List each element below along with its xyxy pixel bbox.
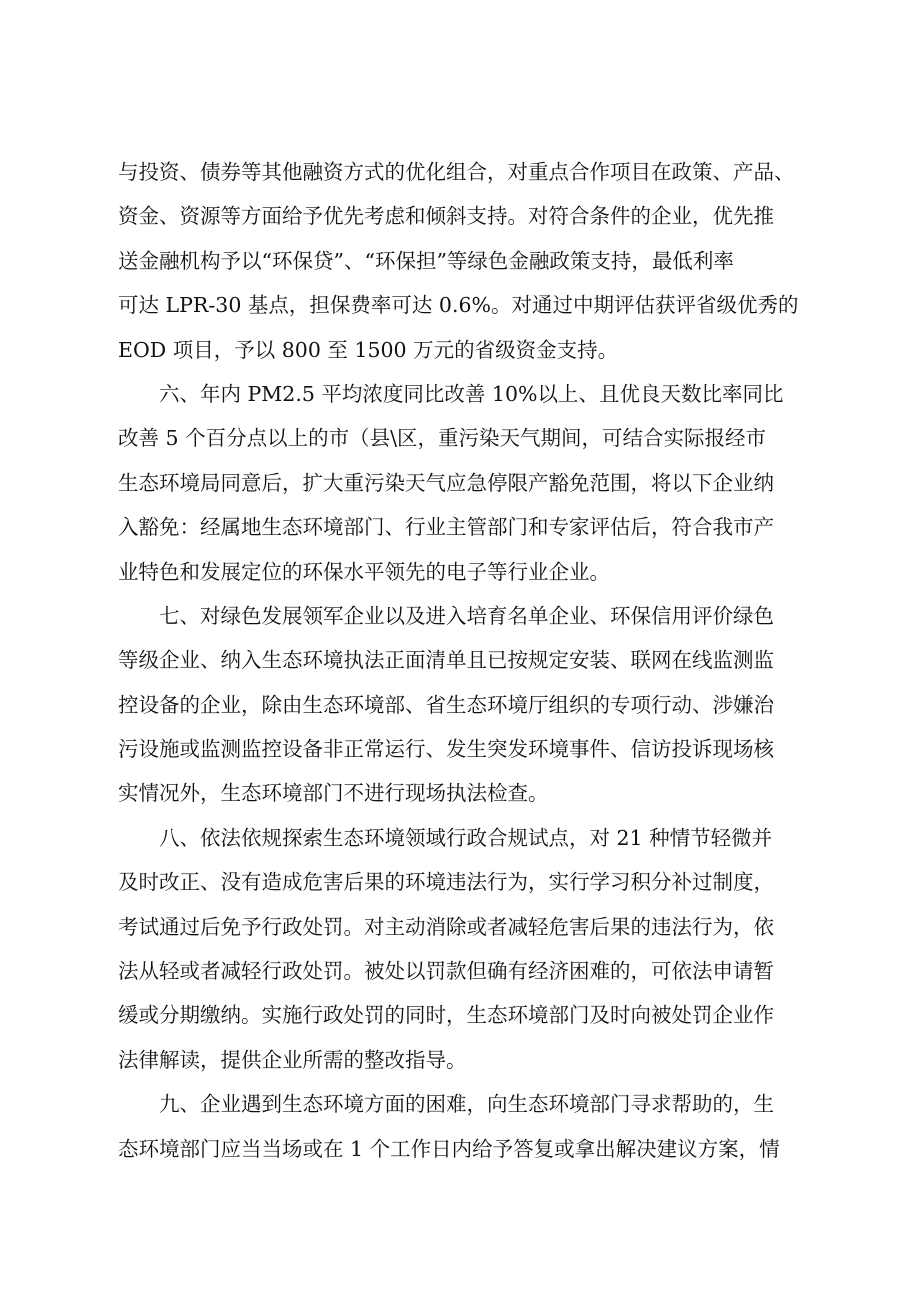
paragraph-continued xyxy=(118,150,818,372)
text-line: 改善 5 个百分点以上的市（县\区，重污染天气期间，可结合实际报经市 xyxy=(118,426,766,451)
text-line: 入豁免：经属地生态环境部门、行业主管部门和专家评估后，符合我市产 xyxy=(118,515,774,540)
text-line: 六、年内 PM2.5 平均浓度同比改善 10%以上、且优良天数比率同比 xyxy=(159,381,784,406)
text-line: 实情况外，生态环境部门不进行现场执法检查。 xyxy=(118,781,549,806)
text-line: 法从轻或者减轻行政处罚。被处以罚款但确有经济困难的，可依法申请暂 xyxy=(118,959,774,984)
paragraph-seven xyxy=(118,594,818,816)
text-line: 送金融机构予以“环保贷”、“环保担”等绿色金融政策支持，最低利率 xyxy=(118,248,734,273)
text-line: 业特色和发展定位的环保水平领先的电子等行业企业。 xyxy=(118,559,610,584)
text-line: 污设施或监测监控设备非正常运行、发生突发环境事件、信访投诉现场核 xyxy=(118,737,774,762)
text-line: 考试通过后免予行政处罚。对主动消除或者减轻危害后果的违法行为，依 xyxy=(118,914,774,939)
text-line: 态环境部门应当当场或在 1 个工作日内给予答复或拿出解决建议方案，情 xyxy=(118,1136,780,1161)
text-line: 缓或分期缴纳。实施行政处罚的同时，生态环境部门及时向被处罚企业作 xyxy=(118,1003,774,1028)
text-line: 与投资、债券等其他融资方式的优化组合，对重点合作项目在政策、产品、 xyxy=(118,160,795,184)
paragraph-nine xyxy=(118,1082,818,1171)
text-line: 控设备的企业，除由生态环境部、省生态环境厅组织的专项行动、涉嫌治 xyxy=(118,692,774,717)
text-line: 资金、资源等方面给予优先考虑和倾斜支持。对符合条件的企业，优先推 xyxy=(118,204,774,229)
text-line: 法律解读，提供企业所需的整改指导。 xyxy=(118,1047,467,1072)
text-line: 八、依法依规探索生态环境领域行政合规试点，对 21 种情节轻微并 xyxy=(159,825,773,850)
paragraph-eight xyxy=(118,816,818,1082)
text-line: 七、对绿色发展领军企业以及进入培育名单企业、环保信用评价绿色 xyxy=(159,603,774,628)
paragraph-six xyxy=(118,372,818,594)
text-line: 可达 LPR-30 基点，担保费率可达 0.6%。对通过中期评估获评省级优秀的 xyxy=(118,293,799,318)
text-line: 生态环境局同意后，扩大重污染天气应急停限产豁免范围，将以下企业纳 xyxy=(118,470,774,495)
text-line: EOD 项目，予以 800 至 1500 万元的省级资金支持。 xyxy=(118,337,619,362)
text-line: 九、企业遇到生态环境方面的困难，向生态环境部门寻求帮助的，生 xyxy=(159,1092,774,1117)
text-line: 及时改正、没有造成危害后果的环境违法行为，实行学习积分补过制度， xyxy=(118,870,774,895)
text-line: 等级企业、纳入生态环境执法正面清单且已按规定安装、联网在线监测监 xyxy=(118,648,774,673)
document-body xyxy=(118,150,818,1171)
